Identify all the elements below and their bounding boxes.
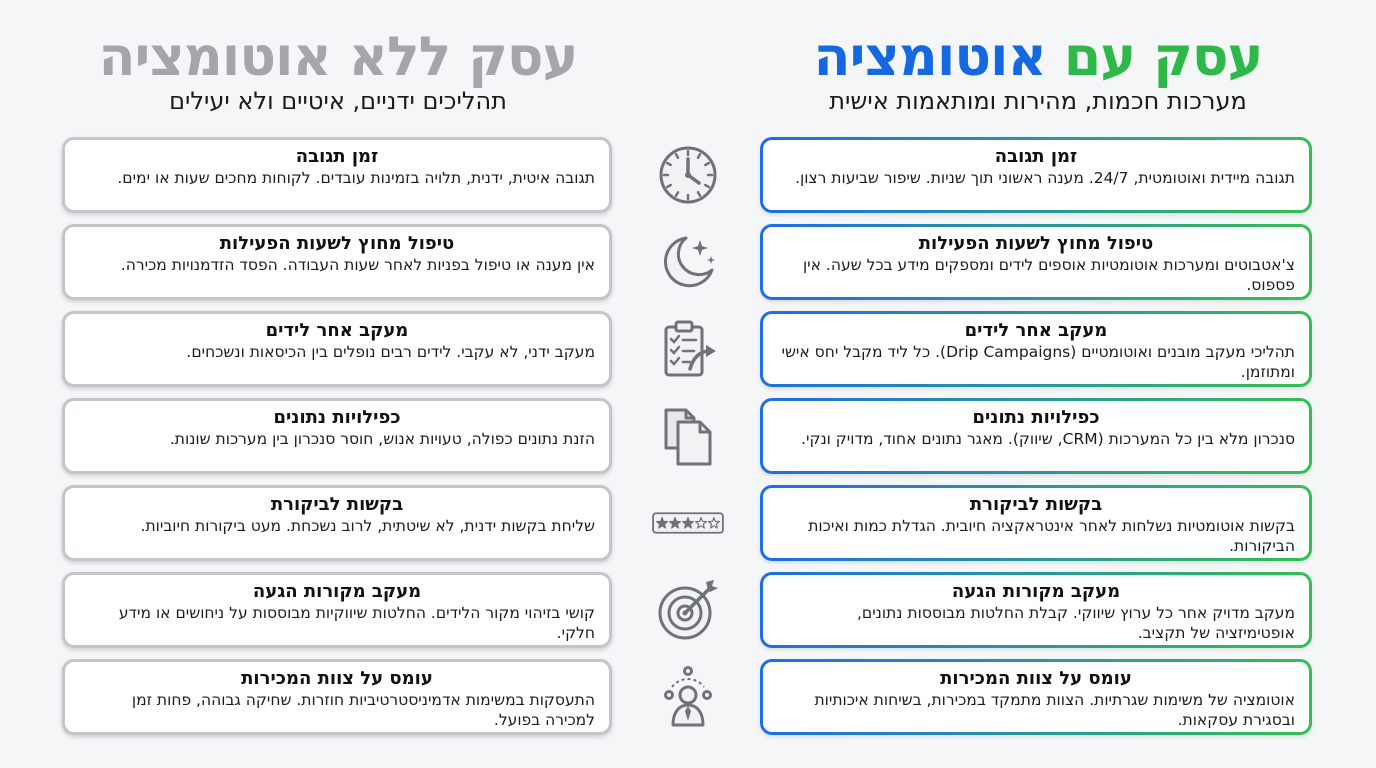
card-description: אוטומציה של משימות שגרתיות. הצוות מתמקד במכירות, בשיחות איכותיות ובסגירת עסקאות. (814, 691, 1295, 729)
manual-card-lead-tracking (62, 311, 612, 387)
card-title: זמן תגובה (295, 146, 379, 167)
card-title: טיפול מחוץ לשעות הפעילות (219, 233, 455, 254)
star-rating-icon (652, 487, 724, 559)
clock-icon (652, 139, 724, 211)
title-part-blue: אוטומציה (813, 25, 1046, 88)
person-gears-icon (652, 661, 724, 733)
manual-card-after-hours (62, 224, 612, 300)
title-part-green: עסק עם (1063, 25, 1263, 88)
automation-title (760, 24, 1316, 90)
card-description: מעקב מדויק אחר כל ערוץ שיווקי. קבלת החלטות מבוססות נתונים, אופטימיזציה של תקציב. (857, 604, 1295, 642)
manual-card-review-requests (62, 485, 612, 561)
card-description: סנכרון מלא בין כל המערכות (CRM, שיווק). מאגר נתונים אחוד, מדויק ונקי. (801, 430, 1295, 448)
card-description: אין מענה או טיפול בפניות לאחר שעות העבודה. הפסד הזדמנויות מכירה. (120, 256, 595, 274)
card-description: בקשות אוטומטיות נשלחות לאחר אינטראקציה חיובית. הגדלת כמות ואיכות הביקורות. (808, 517, 1295, 555)
duplicate-documents-icon (652, 400, 724, 472)
card-title: בקשות לביקורת (969, 494, 1103, 515)
manual-card-sales-load (62, 659, 612, 735)
card-title: עומס על צוות המכירות (940, 668, 1132, 689)
card-description: שליחת בקשות ידנית, לא שיטתית, לרוב נשכחת. מעט ביקורות חיוביות. (140, 517, 595, 535)
automation-card-lead-tracking (760, 311, 1312, 387)
target-arrow-icon (652, 574, 724, 646)
card-description: קושי בזיהוי מקור הלידים. החלטות שיווקיות מבוססות על ניחושים או מידע חלקי. (118, 604, 595, 642)
card-description: צ'אטבוטים ומערכות אוטומטיות אוספים לידים ומספקים מידע בכל שעה. אין פספוס. (802, 256, 1295, 294)
card-description: מעקב ידני, לא עקבי. לידים רבים נופלים בין הכיסאות ונשכחים. (186, 343, 595, 361)
card-title: מעקב מקורות הגעה (951, 581, 1121, 602)
card-title: מעקב אחר לידים (964, 320, 1108, 341)
automation-card-review-requests (760, 485, 1312, 561)
moon-stars-icon (652, 226, 724, 298)
card-description: התעסקות במשימות אדמיניסטרטיביות חוזרות. שחיקה גבוהה, פחות זמן למכירה בפועל. (131, 691, 595, 729)
card-title: טיפול מחוץ לשעות הפעילות (918, 233, 1154, 254)
card-title: מעקב מקורות הגעה (252, 581, 422, 602)
card-description: הזנת נתונים כפולה, טעויות אנוש, חוסר סנכרון בין מערכות שונות. (169, 430, 595, 448)
manual-card-response-time (62, 137, 612, 213)
card-title: מעקב אחר לידים (265, 320, 409, 341)
manual-card-data-duplicates (62, 398, 612, 474)
card-title: זמן תגובה (994, 146, 1078, 167)
automation-card-source-tracking (760, 572, 1312, 648)
automation-subtitle: מערכות חכמות, מהירות ומותאמות אישית (829, 87, 1247, 115)
card-title: כפילויות נתונים (972, 407, 1100, 428)
card-description: תהליכי מעקב מובנים ואוטומטיים (Drip Campaigns). כל ליד מקבל יחס אישי ומתוזמן. (781, 343, 1295, 381)
card-title: עומס על צוות המכירות (241, 668, 433, 689)
card-description: תגובה איטית, ידנית, תלויה בזמינות עובדים. לקוחות מחכים שעות או ימים. (117, 169, 595, 187)
card-description: תגובה מיידית ואוטומטית, 24/7. מענה ראשוני תוך שניות. שיפור שביעות רצון. (795, 169, 1295, 187)
card-title: כפילויות נתונים (273, 407, 401, 428)
manual-subtitle: תהליכים ידניים, איטיים ולא יעילים (169, 87, 507, 115)
manual-title: עסק ללא אוטומציה (98, 25, 578, 88)
card-title: בקשות לביקורת (270, 494, 404, 515)
automation-card-after-hours (760, 224, 1312, 300)
clipboard-checklist-arrow-icon (652, 313, 724, 385)
manual-card-source-tracking (62, 572, 612, 648)
automation-card-response-time (760, 137, 1312, 213)
automation-card-sales-load (760, 659, 1312, 735)
automation-card-data-duplicates (760, 398, 1312, 474)
